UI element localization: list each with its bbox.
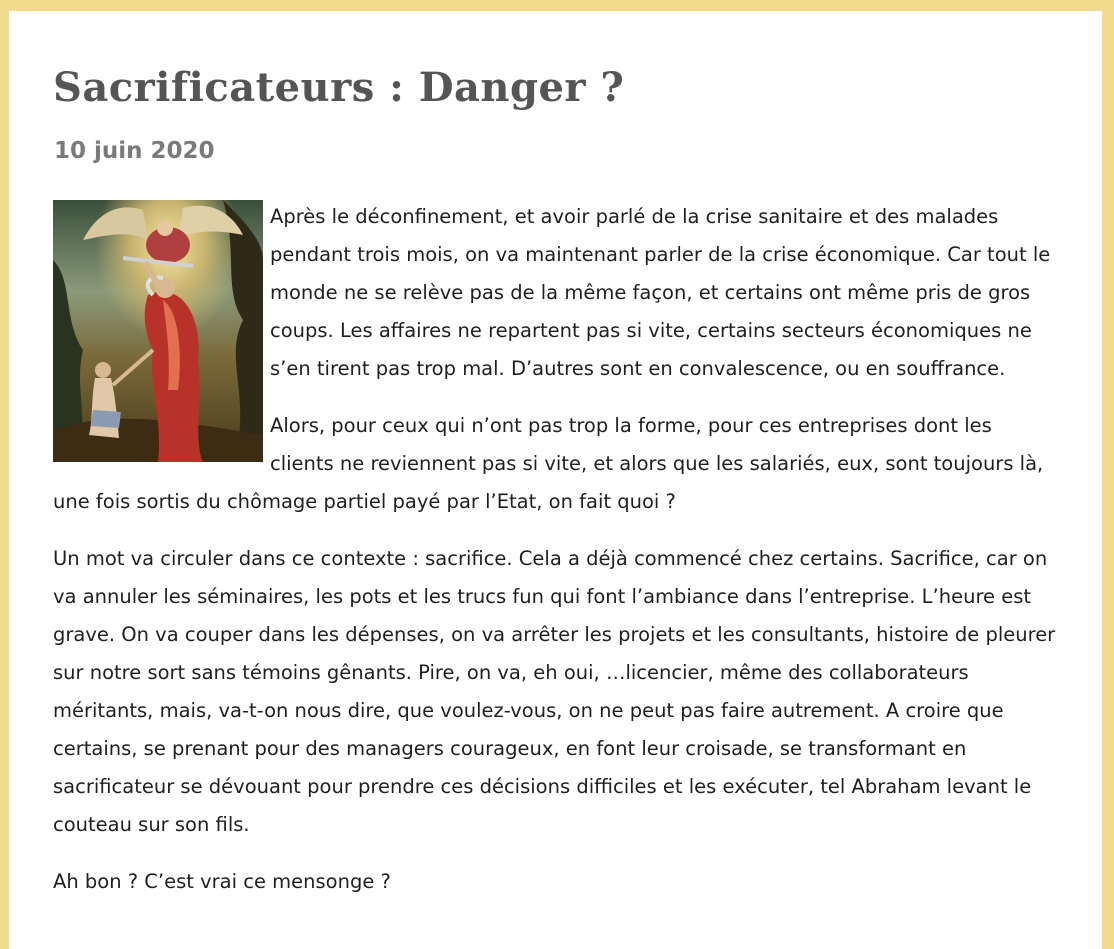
abraham-sacrifice-painting: [53, 200, 263, 462]
paragraph-3: Un mot va circuler dans ce contexte : sacrifice. Cela a déjà commencé chez certains. Sacrifice, car on va annuler les séminaires, les pots et les trucs fun qui font l’ambiance dans l’entreprise. L’heure est grave. On va couper dans les dépenses, on va arrêter les projets et les consultants, histoire de pleurer sur notre sort sans témoins gênants. Pire, on va, eh oui, …licencier, même des collaborateurs méritants, mais, va-t-on nous dire, que voulez-vous, on ne peut pas faire autrement. A croire que certains, se prenant pour des managers courageux, en font leur croisade, se transformant en sacrificateur se dévouant pour prendre ces décisions difficiles et les exécuter, tel Abraham levant le couteau sur son fils.: [53, 547, 1056, 836]
post-date: 10 juin 2020: [54, 138, 215, 164]
paragraph-4: Ah bon ? C’est vrai ce mensonge ?: [53, 870, 391, 893]
paragraph-2: Alors, pour ceux qui n’ont pas trop la forme, pour ces entreprises dont les clients ne reviennent pas si vite, et alors que les salariés, eux, sont toujours là, une fois sortis du chômage partiel payé par l’Etat, on fait quoi ?: [53, 414, 1044, 513]
paragraph-1: Après le déconfinement, et avoir parlé de la crise sanitaire et des malades pendant trois mois, on va maintenant parler de la crise économique. Car tout le monde ne se relève pas de la même façon, et certains ont même pris de gros coups. Les affaires ne repartent pas si vite, certains secteurs économiques ne s’en tirent pas trop mal. D’autres sont en convalescence, ou en souffrance.: [270, 205, 1051, 380]
post-title: Sacrificateurs : Danger ?: [53, 64, 625, 111]
post-card: [9, 11, 1102, 949]
post-body: [53, 198, 1058, 920]
